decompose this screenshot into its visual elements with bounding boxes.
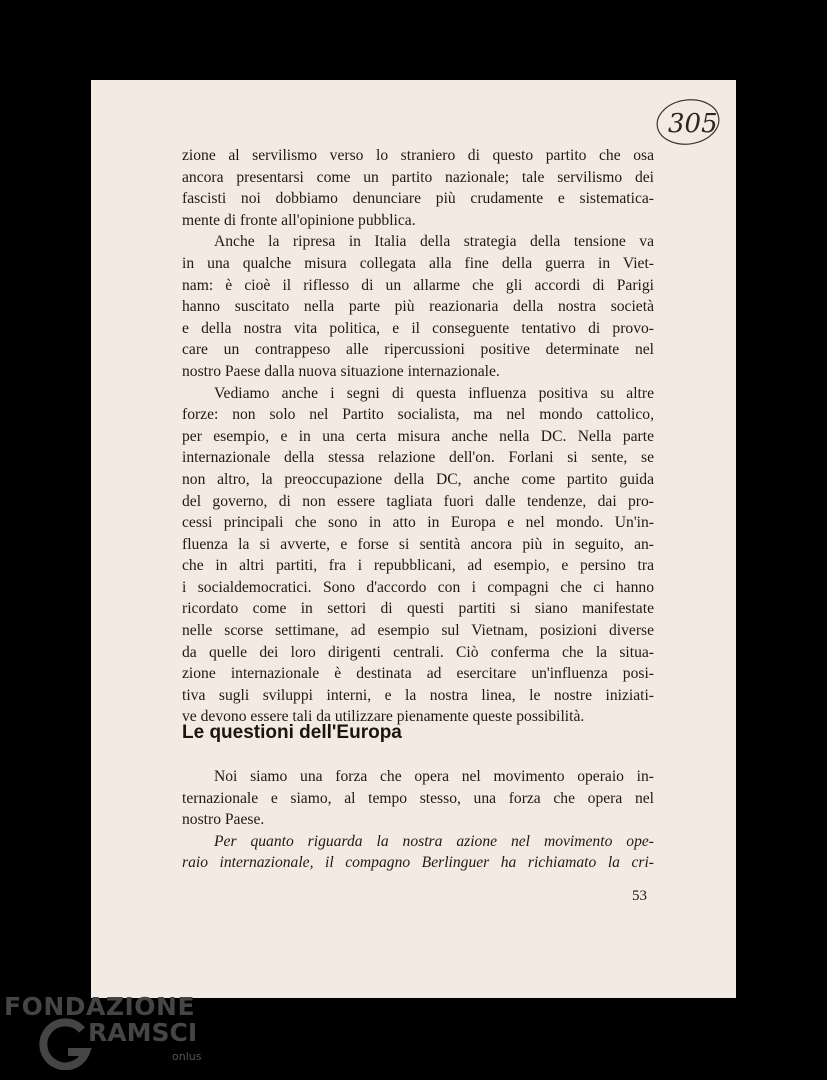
text-line: tiva sugli sviluppi interni, e la nostra linea, le nostre iniziati- bbox=[182, 686, 654, 704]
body-text-bottom bbox=[182, 766, 654, 874]
text-line: zione internazionale è destinata ad esercitare un'influenza posi- bbox=[182, 665, 654, 683]
watermark-small: onlus bbox=[172, 1050, 202, 1063]
page-number: 53 bbox=[632, 888, 647, 904]
text-line: da quelle dei loro dirigenti centrali. Ciò conferma che la situa- bbox=[182, 643, 654, 661]
watermark-line2: RAMSCI bbox=[88, 1018, 198, 1047]
text-line: Noi siamo una forza che opera nel movimento operaio in- bbox=[214, 768, 654, 785]
text-line: Per quanto riguarda la nostra azione nel movimento ope- bbox=[214, 832, 654, 850]
handwritten-page-number bbox=[652, 92, 722, 148]
text-line: cessi principali che sono in atto in Europa e nel mondo. Un'in- bbox=[182, 514, 654, 532]
text-line: ricordato come in settori di questi partiti si siano manifestate bbox=[182, 600, 654, 618]
text-line: in una qualche misura collegata alla fine della guerra in Viet- bbox=[182, 254, 654, 272]
watermark-line1: FONDAZIONE bbox=[4, 992, 196, 1021]
text-line: forze: non solo nel Partito socialista, ma nel mondo cattolico, bbox=[182, 406, 654, 424]
text-line: raio internazionale, il compagno Berlinguer ha richiamato la cri- bbox=[182, 854, 654, 872]
watermark-g-logo bbox=[34, 1018, 94, 1070]
text-line: internazionale della stessa relazione dell'on. Forlani si sente, se bbox=[182, 449, 654, 467]
body-text-top bbox=[182, 145, 654, 728]
text-line: mente di fronte all'opinione pubblica. bbox=[182, 211, 416, 229]
text-line: nam: è cioè il riflesso di un allarme che gli accordi di Parigi bbox=[182, 276, 654, 294]
text-line: e della nostra vita politica, e il conseguente tentativo di provo- bbox=[182, 319, 654, 337]
text-line: nostro Paese dalla nuova situazione internazionale. bbox=[182, 362, 500, 380]
svg-text:305: 305 bbox=[668, 109, 718, 139]
text-line: nostro Paese. bbox=[182, 811, 265, 829]
text-line: zione al servilismo verso lo straniero di questo partito che osa bbox=[182, 147, 654, 164]
text-line: ternazionale e siamo, al tempo stesso, una forza che opera nel bbox=[182, 789, 654, 807]
fondazione-gramsci-watermark bbox=[4, 988, 204, 1078]
text-line: i socialdemocratici. Sono d'accordo con i compagni che ci hanno bbox=[182, 578, 654, 596]
text-line: nelle scorse settimane, ad esempio sul Vietnam, posizioni diverse bbox=[182, 622, 654, 640]
text-line: del governo, di non essere tagliata fuori dalle tendenze, dai pro- bbox=[182, 492, 654, 510]
text-line: non altro, la preoccupazione della DC, anche come partito guida bbox=[182, 470, 654, 488]
text-line: che in altri partiti, fra i repubblicani, ad esempio, e persino tra bbox=[182, 557, 654, 575]
text-line: per esempio, e in una certa misura anche nella DC. Nella parte bbox=[182, 427, 654, 445]
text-line: fascisti noi dobbiamo denunciare più crudamente e sistematica- bbox=[182, 190, 654, 208]
text-line: fluenza la si avverte, e forse si sentità ancora più in seguito, an- bbox=[182, 535, 654, 553]
text-line: ve devono essere tali da utilizzare pienamente queste possibilità. bbox=[182, 708, 585, 726]
text-line: hanno suscitato nella parte più reazionaria della nostra società bbox=[182, 298, 654, 316]
text-line: Vediamo anche i segni di questa influenza positiva su altre bbox=[214, 384, 654, 402]
text-line: care un contrappeso alle ripercussioni positive determinate nel bbox=[182, 341, 654, 359]
text-line: Anche la ripresa in Italia della strategia della tensione va bbox=[214, 233, 654, 251]
section-heading: Le questioni dell'Europa bbox=[182, 722, 402, 743]
text-line: ancora presentarsi come un partito nazionale; tale servilismo dei bbox=[182, 168, 654, 186]
